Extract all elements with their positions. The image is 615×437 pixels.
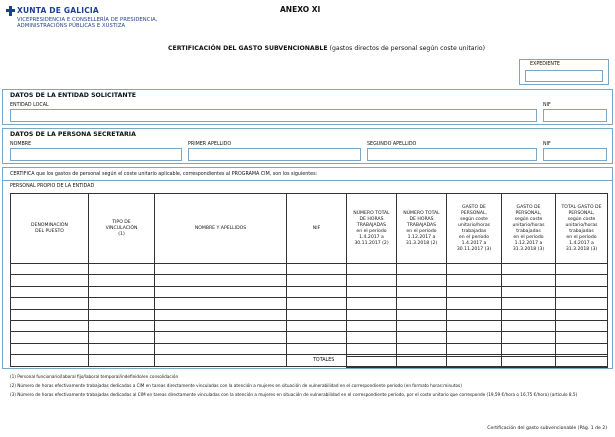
table-row	[11, 298, 608, 309]
certifica-divider	[2, 180, 613, 181]
note-3: (3) Número de horas efectivamente trabajadas dedicadas al CIM en tareas directamente vinculadas con la atención a mujeres en situación de vulnerabilidad en el correspondiente período, por el coste unitario que corresponde (19,59 €/hora o 16,75 €/hora) (artículo 8.5)	[10, 392, 578, 397]
table-cell[interactable]	[502, 309, 556, 320]
logo-department-line1: VICEPRESIDENCIA E CONSELLERÍA DE PRESIDENCIA,	[17, 17, 158, 23]
secretaria-primer-apellido-input[interactable]	[188, 148, 361, 161]
table-cell[interactable]	[447, 343, 502, 354]
table-cell[interactable]	[397, 286, 447, 297]
document-title-rest: (gastos directos de personal según coste unitario)	[327, 45, 485, 52]
col-header-nombre-apellidos: NOMBRE Y APELLIDOS	[155, 194, 287, 264]
table-cell[interactable]	[155, 264, 287, 275]
expediente-box	[519, 59, 609, 85]
table-cell[interactable]	[11, 343, 89, 354]
col-header-gasto-periodo2: GASTO DE PERSONAL, según coste unitario/horas trabajadas en el período 1.12.2017 a 31.3.2018 (3)	[502, 194, 556, 264]
table-cell[interactable]	[556, 343, 608, 354]
secretaria-nombre-label: NOMBRE	[10, 142, 32, 147]
col-header-denominacion: DENOMINACIÓN DEL PUESTO	[11, 194, 89, 264]
logo-department-line2: ADMINISTRACIÓNS PÚBLICAS E XUSTIZA	[17, 23, 126, 29]
table-row	[11, 286, 608, 297]
total-horas-periodo2[interactable]	[397, 357, 447, 368]
table-cell[interactable]	[89, 264, 155, 275]
table-cell[interactable]	[347, 264, 397, 275]
table-cell[interactable]	[11, 286, 89, 297]
table-cell[interactable]	[11, 298, 89, 309]
table-cell[interactable]	[447, 309, 502, 320]
table-cell[interactable]	[89, 286, 155, 297]
table-cell[interactable]	[447, 298, 502, 309]
totales-label: TOTALES	[313, 358, 335, 363]
table-row	[11, 275, 608, 286]
table-header-row	[11, 194, 608, 264]
secretaria-nif-input[interactable]	[543, 148, 607, 161]
table-cell[interactable]	[447, 332, 502, 343]
table-cell[interactable]	[11, 355, 89, 366]
table-cell[interactable]	[11, 264, 89, 275]
note-1: (1) Personal funcionario/laboral fijo/laboral temporal/indefinido/en consolidación	[10, 374, 179, 379]
table-cell[interactable]	[447, 275, 502, 286]
table-cell[interactable]	[347, 309, 397, 320]
table-cell[interactable]	[11, 275, 89, 286]
table-cell[interactable]	[502, 286, 556, 297]
table-cell[interactable]	[502, 320, 556, 331]
total-horas-periodo1[interactable]	[347, 357, 397, 368]
note-2: (2) Número de horas efectivamente trabajadas dedicadas a CIM en tareas directamente vinculadas con la atención a mujeres en situación de vulnerabilidad en el correspondiente período (en formato horas:minutos)	[10, 383, 462, 388]
secretaria-section-title: DATOS DE LA PERSONA SECRETARIA	[10, 131, 136, 138]
table-cell[interactable]	[397, 275, 447, 286]
col-header-gasto-periodo1: GASTO DE PERSONAL, según coste unitario/horas trabajadas en el período 1.4.2017 a 30.11.2017 (3)	[447, 194, 502, 264]
total-gasto-periodo1[interactable]	[447, 357, 502, 368]
table-cell[interactable]	[347, 320, 397, 331]
entidad-nif-input[interactable]	[543, 109, 607, 122]
table-cell[interactable]	[89, 298, 155, 309]
table-cell[interactable]	[155, 320, 287, 331]
secretaria-nombre-input[interactable]	[10, 148, 182, 161]
table-cell[interactable]	[287, 320, 347, 331]
table-cell[interactable]	[397, 298, 447, 309]
table-cell[interactable]	[556, 286, 608, 297]
table-cell[interactable]	[556, 298, 608, 309]
xunta-cross-icon	[6, 6, 15, 16]
table-row	[11, 264, 608, 275]
table-cell[interactable]	[287, 343, 347, 354]
table-cell[interactable]	[556, 275, 608, 286]
entidad-nif-label: NIF	[543, 103, 551, 108]
secretaria-section	[2, 128, 613, 164]
logo-name: XUNTA DE GALICIA	[17, 6, 99, 15]
secretaria-primer-apellido-label: PRIMER APELLIDO	[188, 142, 232, 147]
personal-cost-table	[10, 193, 608, 367]
table-cell[interactable]	[155, 332, 287, 343]
col-header-nif: NIF	[287, 194, 347, 264]
table-cell[interactable]	[155, 309, 287, 320]
col-header-total-gasto: TOTAL GASTO DE PERSONAL, según coste unitario/horas trabajadas en el período 1.4.2017 a 31.3.2018 (3)	[556, 194, 608, 264]
table-cell[interactable]	[347, 286, 397, 297]
table-cell[interactable]	[397, 264, 447, 275]
table-cell[interactable]	[287, 275, 347, 286]
table-cell[interactable]	[502, 332, 556, 343]
table-cell[interactable]	[447, 264, 502, 275]
table-cell[interactable]	[397, 320, 447, 331]
table-cell[interactable]	[397, 343, 447, 354]
table-cell[interactable]	[89, 320, 155, 331]
table-cell[interactable]	[502, 298, 556, 309]
table-cell[interactable]	[287, 298, 347, 309]
table-row	[11, 320, 608, 331]
annex-label: ANEXO XI	[280, 5, 321, 14]
table-cell[interactable]	[155, 275, 287, 286]
table-cell[interactable]	[89, 275, 155, 286]
table-cell[interactable]	[89, 355, 155, 366]
table-cell[interactable]	[556, 332, 608, 343]
table-row	[11, 343, 608, 354]
table-cell[interactable]	[556, 320, 608, 331]
table-cell[interactable]	[11, 320, 89, 331]
expediente-input[interactable]	[525, 70, 603, 82]
table-cell[interactable]	[287, 286, 347, 297]
table-cell[interactable]	[89, 343, 155, 354]
entidad-local-label: ENTIDAD LOCAL	[10, 103, 49, 108]
table-cell[interactable]	[89, 309, 155, 320]
table-cell[interactable]	[347, 275, 397, 286]
table-cell[interactable]	[347, 298, 397, 309]
expediente-label: EXPEDIENTE	[530, 62, 560, 67]
entidad-section-title: DATOS DE LA ENTIDAD SOLICITANTE	[10, 92, 137, 99]
table-cell[interactable]	[287, 332, 347, 343]
secretaria-segundo-apellido-input[interactable]	[367, 148, 537, 161]
table-cell[interactable]	[556, 264, 608, 275]
table-cell[interactable]	[155, 343, 287, 354]
table-body	[11, 264, 608, 367]
totals-table	[346, 356, 608, 368]
table-cell[interactable]	[447, 286, 502, 297]
col-header-horas-periodo2: NÚMERO TOTAL DE HORAS TRABAJADAS en el período 1.12.2017 a 31.3.2018 (2)	[397, 194, 447, 264]
table-cell[interactable]	[11, 332, 89, 343]
total-gasto-periodo2[interactable]	[502, 357, 556, 368]
table-row	[11, 332, 608, 343]
certifica-text: CERTIFICA que los gastos de personal según el coste unitario aplicable, correspondientes al PROGRAMA CIM, son los siguientes:	[10, 172, 318, 177]
table-cell[interactable]	[502, 343, 556, 354]
table-cell[interactable]	[447, 320, 502, 331]
table-cell[interactable]	[397, 309, 447, 320]
table-cell[interactable]	[287, 309, 347, 320]
table-cell[interactable]	[347, 332, 397, 343]
table-row	[11, 309, 608, 320]
document-title	[168, 45, 485, 52]
table-cell[interactable]	[287, 264, 347, 275]
table-cell[interactable]	[347, 343, 397, 354]
table-cell[interactable]	[11, 309, 89, 320]
secretaria-segundo-apellido-label: SEGUNDO APELLIDO	[367, 142, 417, 147]
table-cell[interactable]	[397, 332, 447, 343]
table-cell[interactable]	[89, 332, 155, 343]
table-cell[interactable]	[556, 309, 608, 320]
page-footer: Certificación del gasto subvencionable (Pág. 1 de 2)	[487, 426, 607, 431]
col-header-horas-periodo1: NÚMERO TOTAL DE HORAS TRABAJADAS en el período 1.4.2017 a 30.11.2017 (2)	[347, 194, 397, 264]
personal-subtitle: PERSONAL PROPIO DE LA ENTIDAD	[10, 184, 95, 189]
table-cell[interactable]	[155, 355, 287, 366]
totals-row	[347, 357, 608, 368]
total-gasto-total[interactable]	[556, 357, 608, 368]
entidad-local-input[interactable]	[10, 109, 537, 122]
table-cell[interactable]	[502, 275, 556, 286]
table-cell[interactable]	[155, 298, 287, 309]
table-cell[interactable]	[502, 264, 556, 275]
entidad-section	[2, 89, 613, 125]
secretaria-nif-label: NIF	[543, 142, 551, 147]
table-cell[interactable]	[155, 286, 287, 297]
col-header-tipo-vinculacion: TIPO DE VINCULACIÓN (1)	[89, 194, 155, 264]
document-title-bold: CERTIFICACIÓN DEL GASTO SUBVENCIONABLE	[168, 45, 328, 52]
